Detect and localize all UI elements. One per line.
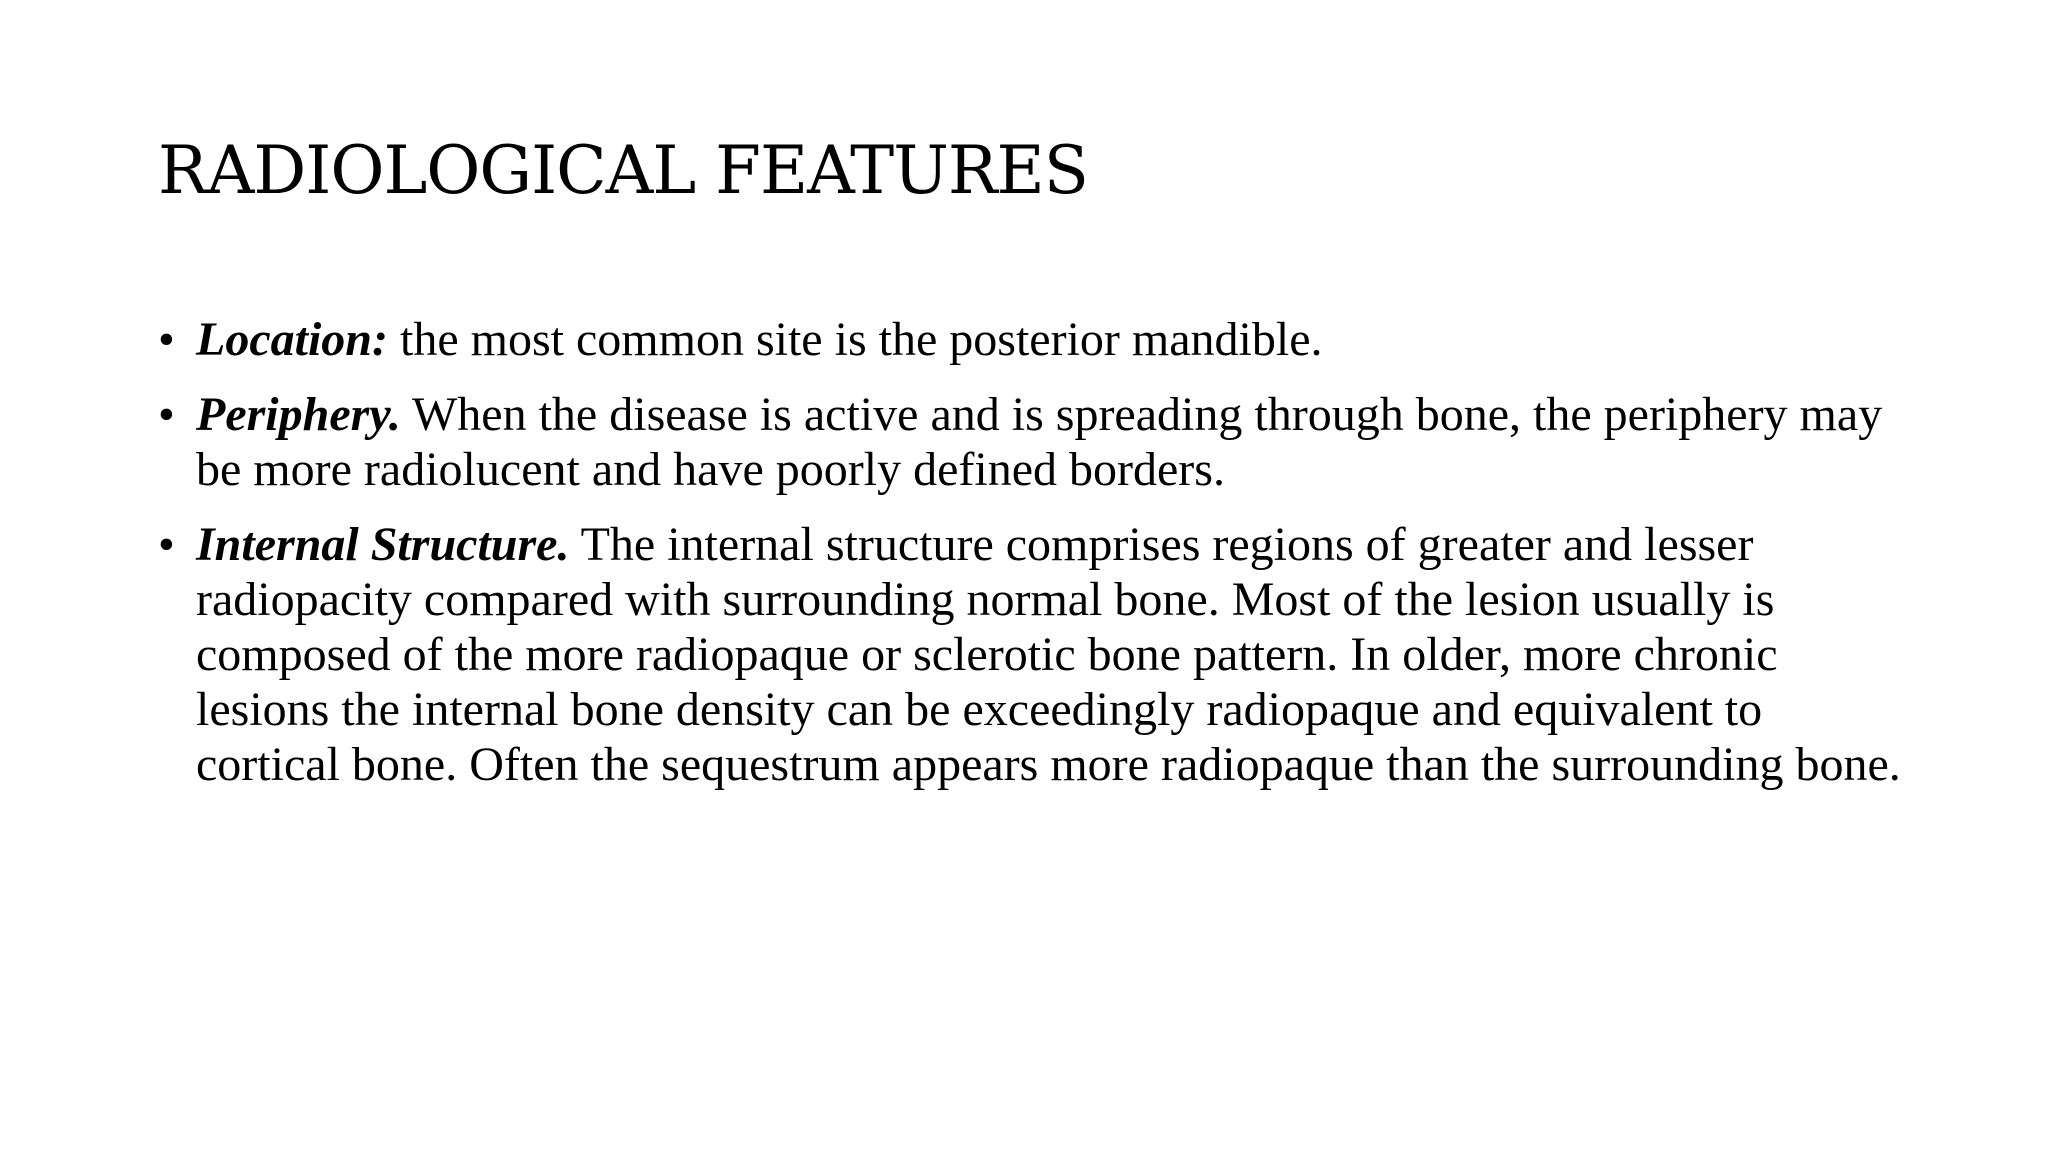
bullet-dot-icon: • xyxy=(158,388,175,441)
bullet-internal-structure xyxy=(158,517,1918,792)
bullet-term: Periphery. xyxy=(196,388,401,441)
bullet-text: The internal structure comprises regions of greater and lesser radiopacity compared with surrounding normal bone. Most of the lesion usually is composed of the more radiopaque or sclerotic bone pattern. In older, more chronic lesions the internal bone density can be exceedingly radiopaque and equivalent to cortical bone. Often the sequestrum appears more radiopaque than the surrounding bone. xyxy=(196,518,1901,791)
bullet-term: Location: xyxy=(196,313,388,366)
bullet-periphery xyxy=(158,387,1918,497)
bullet-dot-icon: • xyxy=(158,518,175,571)
bullet-term: Internal Structure. xyxy=(196,518,570,571)
bullet-list xyxy=(158,312,1918,812)
bullet-text: When the disease is active and is spreading through bone, the periphery may be more radiolucent and have poorly defined borders. xyxy=(196,388,1883,496)
bullet-dot-icon: • xyxy=(158,313,175,366)
slide-title: RADIOLOGICAL FEATURES xyxy=(158,132,1088,209)
bullet-location xyxy=(158,312,1918,367)
bullet-text: the most common site is the posterior mandible. xyxy=(387,313,1323,366)
